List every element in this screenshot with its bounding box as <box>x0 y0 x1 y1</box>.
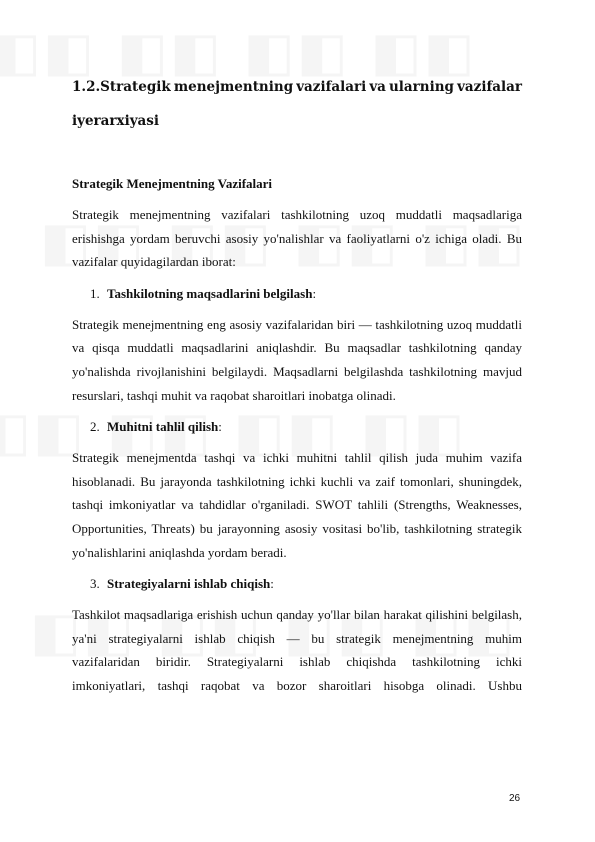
list-number: 3. <box>90 576 100 592</box>
list-item-suffix: : <box>312 285 317 301</box>
list-item-suffix: : <box>270 576 274 592</box>
chapter-heading <box>72 70 522 138</box>
list-number: 1. <box>90 285 100 301</box>
heading-word: va <box>369 79 386 95</box>
list-item-3 <box>90 572 522 595</box>
intro-paragraph: Strategik menejmentning vazifalari tashkilotning uzoq muddatli maqsadlariga erishishga yordam beruvchi asosiy yo'nalishlar va faoliyatlarni o'z ichiga oladi. Bu vazifalar quyidagilardan iborat: <box>72 207 522 270</box>
heading-word: vazifalar <box>457 79 522 95</box>
chapter-heading-line2: iyerarxiyasi <box>72 113 160 129</box>
list-item-2 <box>90 415 522 438</box>
list-item-1 <box>90 282 522 305</box>
heading-word: menejmentning <box>173 79 294 95</box>
list-item-title: Strategiyalarni ishlab chiqish <box>107 576 271 592</box>
section-title: Strategik Menejmentning Vazifalari <box>72 176 273 191</box>
chapter-heading-line1 <box>72 70 522 104</box>
list-item-suffix: : <box>218 419 222 435</box>
document-page <box>72 70 522 706</box>
list-item-1-paragraph: Strategik menejmentning eng asosiy vazifalaridan biri — tashkilotning uzoq muddatli va qisqa muddatli maqsadlarini aniqlashdir. Bu maqsadlar tashkilotning qanday yo'nalishda rivojlanishini belgilaydi. Maqsadlarni belgilashda tashkilotning mavjud resurslari, tashqi muhit va raqobat sharoitlari inobatga olinadi. <box>72 316 522 403</box>
list-item-3-paragraph: Tashkilot maqsadlariga erishish uchun qanday yo'llar bilan harakat qilishini belgilash, ya'ni strategiyalarni ishlab chiqish — bu strategik menejmentning muhim vazifalaridan biridir. Strategiyalarni ishlab chiqishda tashkilotning ichki imkoniyatlari, tashqi raqobat va bozor sharoitlari hisobga olinadi. Ushbu <box>72 607 522 693</box>
heading-word: vazifalari <box>296 79 367 95</box>
page-number: 26 <box>509 793 521 804</box>
heading-word: 1.2.Strategik <box>72 79 171 95</box>
list-item-title: Muhitni tahlil qilish <box>107 419 219 435</box>
list-item-title: Tashkilotning maqsadlarini belgilash <box>107 285 313 301</box>
list-number: 2. <box>90 419 100 435</box>
heading-word: ularning <box>388 79 454 95</box>
list-item-2-paragraph: Strategik menejmentda tashqi va ichki muhitni tahlil qilish juda muhim vazifa hisoblanadi. Bu jarayonda tashkilotning ichki kuchli va zaif tomonlari, shuningdek, tashqi imkoniyatlar va tahdidlar o'rganiladi. SWOT tahlili (Strengths, Weaknesses, Opportunities, Threats) bu jarayonning asosiy vositasi bo'lib, tashkilotning strategik yo'nalishlarini aniqlashda yordam beradi. <box>72 450 522 560</box>
